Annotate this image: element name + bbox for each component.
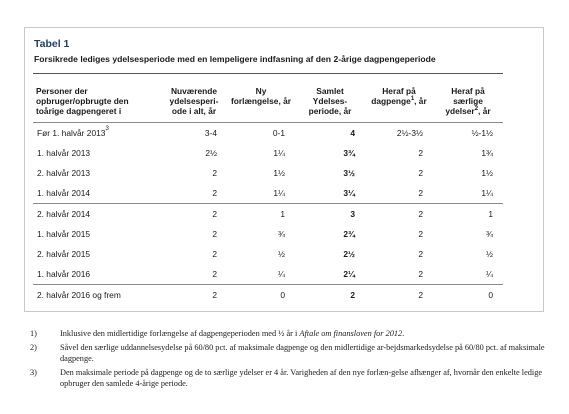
cell-current: 2 [212,269,217,279]
cell-saerlige: 1 [433,204,503,225]
header-row [33,78,503,123]
footnote-2: 2) Såvel den særlige uddannelsesydelse på 60/80 pct. af maksimale dagpenge og den midlertidige ar-bejdsmarkedsydelse på 60/80 pct. af maksimale dagpenge. [30,342,545,363]
cell-current: 2 [212,188,217,198]
cell-current: 2 [212,229,217,239]
table-title: Forsikrede lediges ydelsesperiode med en lempeligere indfasning af den 2-årige dagpengeperiode [34,54,436,64]
cell-current: 2½ [205,148,217,158]
cell-saerlige: 1½ [481,168,493,178]
cell-new: 0 [227,285,295,306]
cell-saerlige: ½-1½ [471,128,493,138]
cell-current: 2 [161,285,227,306]
cell-total: 2 [295,285,365,306]
top-rule [33,73,503,74]
row-label: 2. halvår 2015 [37,249,91,259]
cell-new: 1½ [273,168,285,178]
table-row [33,244,503,264]
cell-current: 2 [212,168,217,178]
cell-new: ¼ [278,269,285,279]
cell-new: ¾ [278,229,285,239]
row-label: 2. halvår 2013 [37,168,91,178]
cell-total: 3½ [343,168,355,178]
footnotes [30,328,550,392]
cell-dagpenge: 2 [365,204,433,225]
cell-saerlige: ¾ [486,229,493,239]
cell-new: 1¼ [273,188,285,198]
cell-total: 3 [295,204,365,225]
footnote-1: 1) Inklusive den midlertidige forlængelse af dagpengeperioden med ½ år i Aftale om finansloven for 2012. [30,329,405,338]
table-row [33,224,503,244]
table-row [33,285,503,306]
cell-saerlige: 1¼ [481,188,493,198]
cell-new: ½ [278,249,285,259]
table-row [33,123,503,144]
table-body [33,123,503,306]
table-row [33,183,503,204]
col-header-current: Nuværende ydelsesperi-ode i alt, år [161,78,227,123]
cell-saerlige: ½ [486,249,493,259]
row-label: 1. halvår 2016 [37,269,91,279]
table-row [33,204,503,225]
row-label: 2. halvår 2016 og frem [33,285,161,306]
cell-total: 3¾ [343,148,355,158]
cell-total: 3¼ [343,188,355,198]
table-frame [24,27,544,312]
cell-saerlige: 0 [433,285,503,306]
cell-total: 2¾ [343,229,355,239]
cell-dagpenge: 2 [365,285,433,306]
cell-current: 2 [212,249,217,259]
table-row [33,143,503,163]
cell-dagpenge: 2 [418,168,423,178]
row-label: Før 1. halvår 2013$^3$ [37,126,109,138]
cell-dagpenge: 2½-3½ [396,128,423,138]
col-header-saerlige: Heraf på særlige ydelser$^2$, år [433,78,503,123]
row-label: 2. halvår 2014 [33,204,161,225]
table-number: Tabel 1 [34,38,70,50]
cell-new: 1¼ [273,148,285,158]
cell-saerlige: 1¾ [481,148,493,158]
table-row [33,163,503,183]
cell-total: 2½ [343,249,355,259]
cell-total: 4 [350,128,355,138]
cell-new: 0-1 [272,128,285,138]
cell-current: 2 [161,204,227,225]
col-header-new: Ny forlængelse, år [227,78,295,123]
cell-dagpenge: 2 [418,269,423,279]
cell-dagpenge: 2 [418,188,423,198]
cell-dagpenge: 2 [418,148,423,158]
col-header-dagpenge: Heraf på dagpenge$^1$, år [365,78,433,123]
cell-total: 2¼ [343,269,355,279]
cell-saerlige: ¼ [486,269,493,279]
table-row [33,264,503,285]
row-label: 1. halvår 2015 [37,229,91,239]
footnote-3: 3) Den maksimale periode på dagpenge og de to særlige ydelser er 4 år. Varigheden af den nye forlæn-gelse afhænger af, hvornår den enkelte ledige opbruger den samlede 4-årige periode. [30,367,543,388]
cell-new: 1 [227,204,295,225]
cell-current: 3-4 [204,128,217,138]
col-header-total: Samlet Ydelses-periode, år [295,78,365,123]
row-label: 1. halvår 2014 [37,188,91,198]
cell-dagpenge: 2 [418,249,423,259]
col-header-persons: Personer der opbruger/opbrugte den toårige dagpengeret i [33,78,161,123]
row-label: 1. halvår 2013 [37,148,91,158]
data-table [33,78,503,305]
cell-dagpenge: 2 [418,229,423,239]
